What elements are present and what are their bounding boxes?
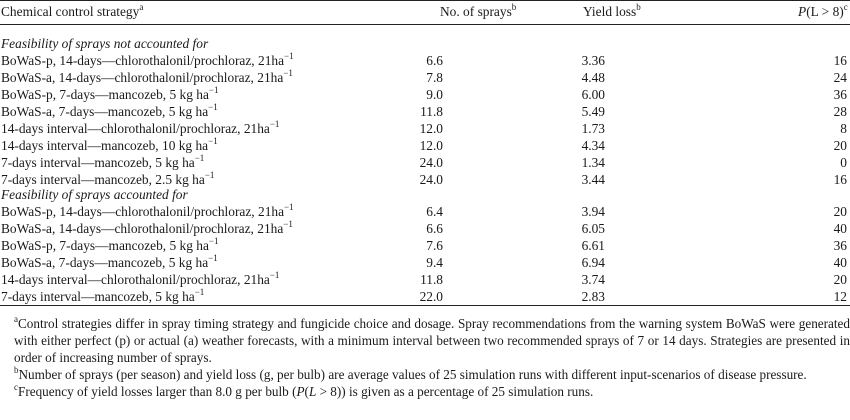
footnotes <box>0 315 850 400</box>
cell-sprays: 9.4 <box>426 255 443 270</box>
header-probability: P(L > 8)$^c$ <box>798 1 848 19</box>
cell-yield-loss: 6.05 <box>581 221 605 236</box>
cell-yield-loss: 4.34 <box>581 138 605 153</box>
table-row <box>0 203 850 220</box>
cell-probability: 36 <box>833 238 847 253</box>
table-row <box>0 254 850 271</box>
cell-sprays: 6.6 <box>426 53 443 68</box>
cell-yield-loss: 6.00 <box>581 87 605 102</box>
cell-yield-loss: 6.94 <box>581 255 605 270</box>
cell-sprays: 24.0 <box>419 172 443 187</box>
cell-sprays: 6.4 <box>426 204 443 219</box>
top-rule <box>0 0 850 1</box>
cell-yield-loss: 5.49 <box>581 104 605 119</box>
cell-sprays: 11.8 <box>420 272 443 287</box>
header-strategy: Chemical control strategy$^a$ <box>1 1 144 19</box>
cell-sprays: 11.8 <box>420 104 443 119</box>
cell-strategy: BoWaS-a, 7-days—mancozeb, 5 kg $ha^{-1}$ <box>1 101 218 119</box>
cell-probability: 20 <box>833 138 847 153</box>
table-row <box>0 86 850 103</box>
cell-probability: 12 <box>833 289 847 304</box>
table-row <box>0 69 850 86</box>
cell-probability: 0 <box>840 155 847 170</box>
section-title <box>0 186 850 203</box>
cell-yield-loss: 4.48 <box>581 70 605 85</box>
cell-probability: 24 <box>833 70 847 85</box>
cell-yield-loss: 1.73 <box>581 121 605 136</box>
header-yield-loss: Yield loss$^b$ <box>583 1 641 19</box>
cell-probability: 20 <box>833 272 847 287</box>
cell-strategy: 14-days interval—chlorothalonil/prochloraz, $21ha^{-1}$ <box>1 269 280 287</box>
cell-probability: 36 <box>833 87 847 102</box>
section-title <box>0 35 850 52</box>
table-row <box>0 154 850 171</box>
cell-strategy: BoWaS-p, 7-days—mancozeb, 5 kg $ha^{-1}$ <box>1 235 219 253</box>
cell-strategy: 14-days interval—chlorothalonil/prochloraz, $21ha^{-1}$ <box>1 118 280 136</box>
cell-yield-loss: 3.74 <box>581 272 605 287</box>
cell-strategy: 7-days interval—mancozeb, 5 kg $ha^{-1}$ <box>1 152 205 170</box>
table-header <box>0 3 850 20</box>
cell-probability: 40 <box>833 221 847 236</box>
cell-strategy: BoWaS-p, 14-days—chlorothalonil/prochloraz, $21ha^{-1}$ <box>1 201 294 219</box>
cell-yield-loss: 2.83 <box>581 289 605 304</box>
cell-yield-loss: 1.34 <box>581 155 605 170</box>
bottom-rule <box>0 305 850 306</box>
table-row <box>0 237 850 254</box>
cell-sprays: 12.0 <box>419 138 443 153</box>
cell-yield-loss: 3.44 <box>581 172 605 187</box>
table-row <box>0 120 850 137</box>
table-row <box>0 288 850 305</box>
table-row <box>0 271 850 288</box>
cell-yield-loss: 3.94 <box>581 204 605 219</box>
cell-strategy: BoWaS-p, 14-days—chlorothalonil/prochloraz, $21ha^{-1}$ <box>1 50 294 68</box>
cell-strategy: BoWaS-a, 14-days—chlorothalonil/prochloraz, $21ha^{-1}$ <box>1 218 293 236</box>
cell-strategy: 7-days interval—mancozeb, 2.5 kg $ha^{-1}$ <box>1 169 215 187</box>
cell-sprays: 6.6 <box>426 221 443 236</box>
cell-sprays: 12.0 <box>419 121 443 136</box>
header-sprays: No. of sprays$^b$ <box>440 1 517 19</box>
cell-strategy: 7-days interval—mancozeb, 5 kg $ha^{-1}$ <box>1 286 205 304</box>
footnote-b: $^b$Number of sprays (per season) and yield loss (g, per bulb) are average values of 25 simulation runs with different input-scenarios of disease pressure. <box>14 364 807 382</box>
cell-yield-loss: 6.61 <box>581 238 605 253</box>
footnote-c: $^c$Frequency of yield losses larger than 8.0 g per bulb (P(L > 8)) is given as a percentage of 25 simulation runs. <box>14 381 594 399</box>
cell-strategy: BoWaS-a, 14-days—chlorothalonil/prochloraz, $21ha^{-1}$ <box>1 67 293 85</box>
cell-sprays: 7.8 <box>426 70 443 85</box>
cell-probability: 28 <box>833 104 847 119</box>
header-rule <box>0 24 850 25</box>
cell-sprays: 9.0 <box>426 87 443 102</box>
cell-strategy: BoWaS-a, 7-days—mancozeb, 5 kg $ha^{-1}$ <box>1 252 218 270</box>
cell-sprays: 24.0 <box>419 155 443 170</box>
cell-probability: 16 <box>833 53 847 68</box>
cell-strategy: BoWaS-p, 7-days—mancozeb, 5 kg $ha^{-1}$ <box>1 84 219 102</box>
table-row <box>0 220 850 237</box>
cell-probability: 40 <box>833 255 847 270</box>
cell-probability: 16 <box>833 172 847 187</box>
table-row <box>0 52 850 69</box>
footnote-a: $^a$Control strategies differ in spray timing strategy and fungicide choice and dosage. Spray recommendations from the warning system BoWaS were generated with either perfect (p) or actual (a) weather forecasts, with a minimum interval between two recommended sprays of 7 or 14 days. Strategies are presented in order of increasing number of sprays. <box>14 313 850 365</box>
cell-yield-loss: 3.36 <box>581 53 605 68</box>
cell-sprays: 22.0 <box>419 289 443 304</box>
table-row <box>0 103 850 120</box>
table-row <box>0 137 850 154</box>
cell-probability: 20 <box>833 204 847 219</box>
cell-sprays: 7.6 <box>426 238 443 253</box>
cell-strategy: 14-days interval—mancozeb, 10 kg $ha^{-1}$ <box>1 135 218 153</box>
cell-probability: 8 <box>840 121 847 136</box>
section-title-text: Feasibility of sprays not accounted for <box>1 36 209 51</box>
section-title-text: Feasibility of sprays accounted for <box>1 187 188 202</box>
